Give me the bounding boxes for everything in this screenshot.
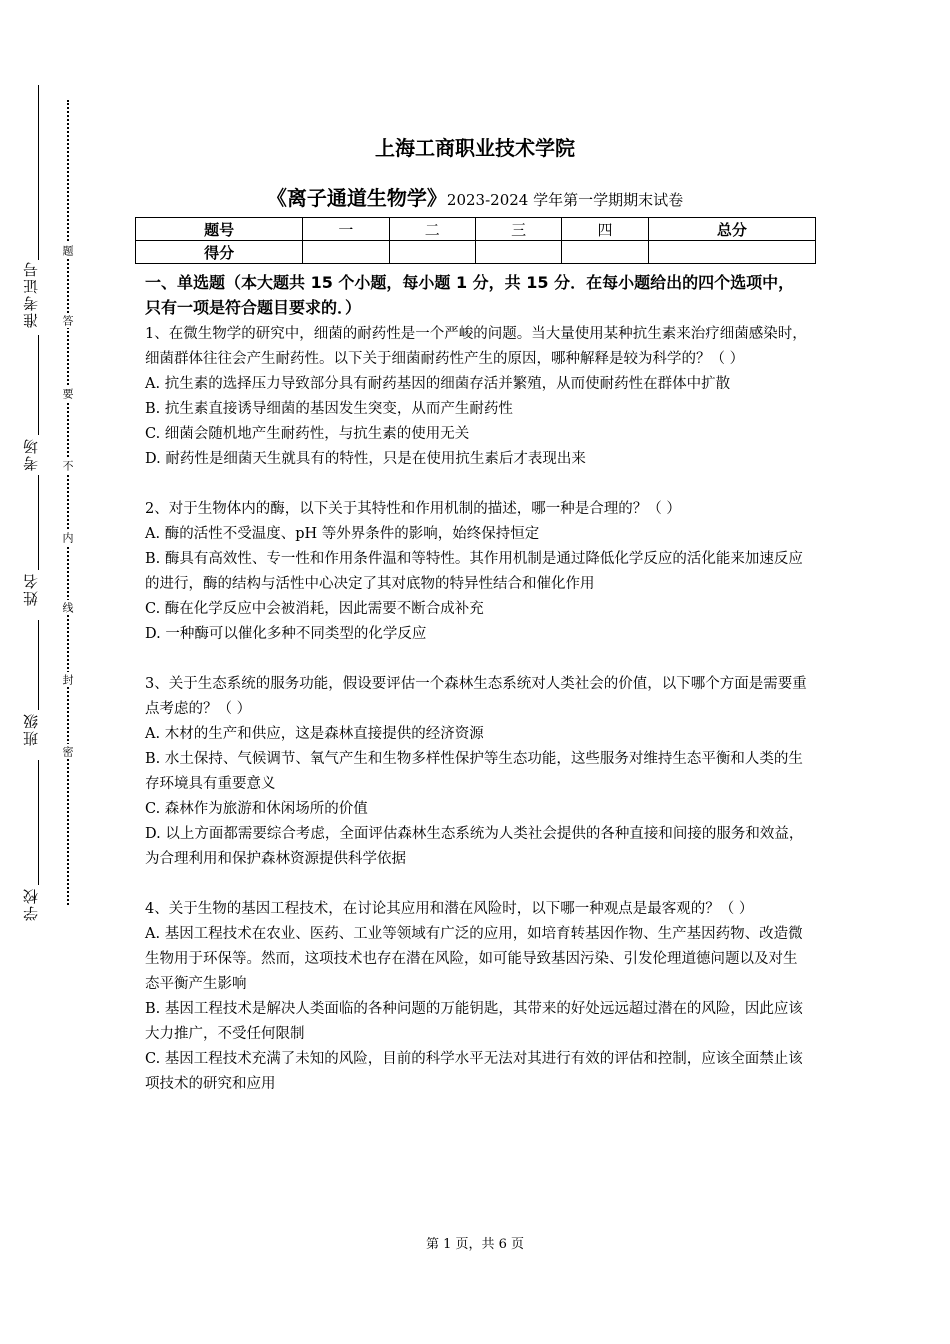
label-name: 姓名 [22,572,40,606]
option-d: D. 以上方面都需要综合考虑，全面评估森林生态系统为人类社会提供的各种直接和间接的服务和效益，为合理利用和保护森林资源提供科学依据 [145,826,804,867]
option-a: A. 木材的生产和供应，这是森林直接提供的经济资源 [145,726,484,742]
score-header-cell: 总分 [648,218,815,241]
exam-subtitle [0,182,950,211]
question-4 [145,897,810,1097]
option-c: C. 基因工程技术充满了未知的风险，目前的科学水平无法对其进行有效的评估和控制，应该全面禁止该项技术的研究和应用 [145,1051,803,1092]
option-b: B. 抗生素直接诱导细菌的基因发生突变，从而产生耐药性 [145,401,513,417]
option-b: B. 基因工程技术是解决人类面临的各种问题的万能钥匙，其带来的好处远远超过潜在的风险，因此应该大力推广，不受任何限制 [145,1001,803,1042]
question-2 [145,497,810,647]
score-cell [389,241,475,264]
option-b: B. 水土保持、气候调节、氧气产生和生物多样性保护等生态功能，这些服务对维持生态平衡和人类的生存环境具有重要意义 [145,751,803,792]
exam-content [145,270,810,1122]
score-header-cell: 三 [475,218,561,241]
label-exam-room: 考场 [22,437,40,471]
seal-char: 密 [61,746,74,757]
label-class: 班级 [22,712,40,746]
question-stem: 2、对于生物体内的酶，以下关于其特性和作用机制的描述，哪一种是合理的？（ ） [145,501,681,517]
page-number: 第 1 页，共 6 页 [425,1237,525,1252]
question-stem: 1、在微生物学的研究中，细菌的耐药性是一个严峻的问题。当大量使用某种抗生素来治疗细菌感染时，细菌群体往往会产生耐药性。以下关于细菌耐药性产生的原因，哪种解释是较为科学的？（ ） [145,326,807,367]
seal-char: 要 [61,388,74,399]
score-table [135,217,816,264]
term-text: 2023-2024 学年第一学期期末试卷 [446,191,684,209]
binding-line-3 [38,475,39,570]
label-exam-id: 准考证号 [22,260,40,328]
section-title: 一、单选题（本大题共 15 个小题，每小题 1 分，共 15 分．在每小题给出的四个选项中，只有一项是符合题目要求的．） [145,273,795,317]
score-header-cell: 一 [303,218,389,241]
option-a: A. 酶的活性不受温度、pH 等外界条件的影响，始终保持恒定 [145,526,540,542]
question-3 [145,672,810,872]
binding-line-1 [38,85,39,260]
score-header-cell: 四 [562,218,648,241]
option-a: A. 抗生素的选择压力导致部分具有耐药基因的细菌存活并繁殖，从而使耐药性在群体中扩散 [145,376,731,392]
score-cell [562,241,648,264]
seal-char: 内 [61,532,74,543]
course-name: 《离子通道生物学》 [266,186,447,210]
option-a: A. 基因工程技术在农业、医药、工业等领域有广泛的应用，如培育转基因作物、生产基因药物、改造微生物用于环保等。然而，这项技术也存在潜在风险，如可能导致基因污染、引发伦理道德问题以及对生态平衡产生影响 [145,926,803,992]
binding-line-4 [38,620,39,710]
binding-line-2 [38,335,39,435]
option-d: D. 耐药性是细菌天生就具有的特性，只是在使用抗生素后才表现出来 [145,451,586,467]
option-c: C. 细菌会随机地产生耐药性，与抗生素的使用无关 [145,426,470,442]
score-cell [648,241,815,264]
seal-char: 题 [61,245,74,256]
option-c: C. 酶在化学反应中会被消耗，因此需要不断合成补充 [145,601,484,617]
seal-char: 不 [61,460,74,471]
score-cell [303,241,389,264]
seal-char: 封 [61,674,74,685]
score-table-score-row [136,241,816,264]
question-1 [145,322,810,472]
score-header-cell: 题号 [136,218,303,241]
option-c: C. 森林作为旅游和休闲场所的价值 [145,801,368,817]
score-cell [475,241,561,264]
question-stem: 3、关于生态系统的服务功能，假设要评估一个森林生态系统对人类社会的价值，以下哪个方面是需要重点考虑的？（ ） [145,676,807,717]
school-title: 上海工商职业技术学院 [375,136,575,160]
score-header-cell: 二 [389,218,475,241]
score-table-header-row [136,218,816,241]
seal-char: 线 [61,602,74,613]
seal-char: 答 [61,315,74,326]
seal-dotted-line [67,100,69,905]
question-stem: 4、关于生物的基因工程技术，在讨论其应用和潜在风险时，以下哪一种观点是最客观的？（ ） [145,901,754,917]
score-row-label: 得分 [136,241,303,264]
option-b: B. 酶具有高效性、专一性和作用条件温和等特性。其作用机制是通过降低化学反应的活化能来加速反应的进行，酶的结构与活性中心决定了其对底物的特异性结合和催化作用 [145,551,803,592]
option-d: D. 一种酶可以催化多种不同类型的化学反应 [145,626,427,642]
label-school: 学校 [22,887,40,921]
binding-line-5 [38,760,39,885]
